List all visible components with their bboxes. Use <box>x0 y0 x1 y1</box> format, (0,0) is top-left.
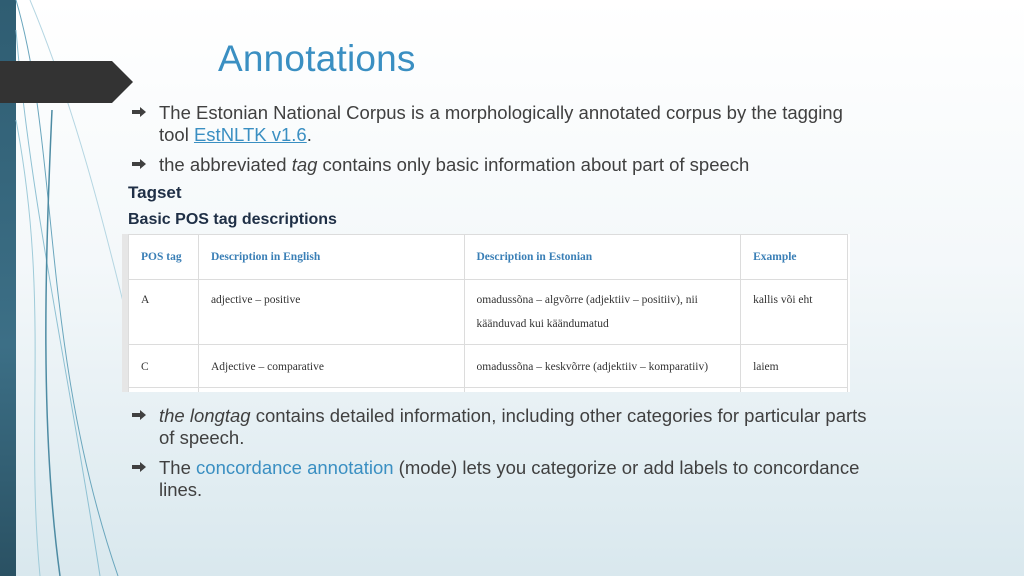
arrow-bullet-icon <box>132 102 159 146</box>
concordance-annotation-link[interactable]: concordance annotation <box>196 457 394 478</box>
bullet-tag-prefix: the abbreviated <box>159 154 292 175</box>
pos-tag-table <box>128 234 848 392</box>
arrow-bullet-icon <box>132 405 159 449</box>
bullet-tag-suffix: contains only basic information about part of speech <box>317 154 750 175</box>
table-header-row <box>129 235 848 280</box>
cell-tag: A <box>129 280 199 345</box>
bullet-longtag <box>132 405 872 449</box>
title-tab-marker <box>0 61 133 103</box>
cell-estonian: omadussõna – keskvõrre (adjektiiv – komparatiiv) <box>464 345 741 388</box>
cell-tag: C <box>129 345 199 388</box>
estnltk-link[interactable]: EstNLTK v1.6 <box>193 124 307 145</box>
cell-english: adjective – positive <box>198 280 464 345</box>
tagset-heading: Tagset <box>128 183 182 202</box>
pos-tag-subheading: Basic POS tag descriptions <box>128 211 337 228</box>
header-english: Description in English <box>198 235 464 280</box>
bullet-corpus-text: The Estonian National Corpus is a morphologically annotated corpus by the tagging tool <box>159 102 843 145</box>
bullet-longtag-em: the longtag <box>159 405 251 426</box>
cell-example: laiem <box>741 345 848 388</box>
pos-tag-table-screenshot <box>122 234 850 392</box>
cell-example: kallis või eht <box>741 280 848 345</box>
arrow-bullet-icon <box>132 457 159 501</box>
table-row <box>129 280 848 345</box>
slide-title: Annotations <box>218 38 416 79</box>
bullet-tag <box>132 154 872 176</box>
cell-estonian: omadussõna – algvõrre (adjektiiv – positiiv), nii käänduvad kui käändumatud <box>464 280 741 345</box>
bullet-concordance <box>132 457 872 501</box>
bullet-concordance-prefix: The <box>159 457 197 478</box>
header-example: Example <box>741 235 848 280</box>
arrow-bullet-icon <box>132 154 159 176</box>
table-row-cut <box>129 388 848 393</box>
bullet-concordance-suffix: (mode) lets you categorize or add labels to concordance lines. <box>159 457 860 500</box>
bullet-corpus-suffix: . <box>306 124 312 145</box>
header-estonian: Description in Estonian <box>464 235 741 280</box>
header-pos-tag: POS tag <box>129 235 199 280</box>
bullet-tag-em: tag <box>291 154 318 175</box>
bullet-corpus <box>132 102 872 146</box>
table-row <box>129 345 848 388</box>
bullet-longtag-text: contains detailed information, including other categories for particular parts of speech. <box>159 405 867 448</box>
cell-english: Adjective – comparative <box>198 345 464 388</box>
